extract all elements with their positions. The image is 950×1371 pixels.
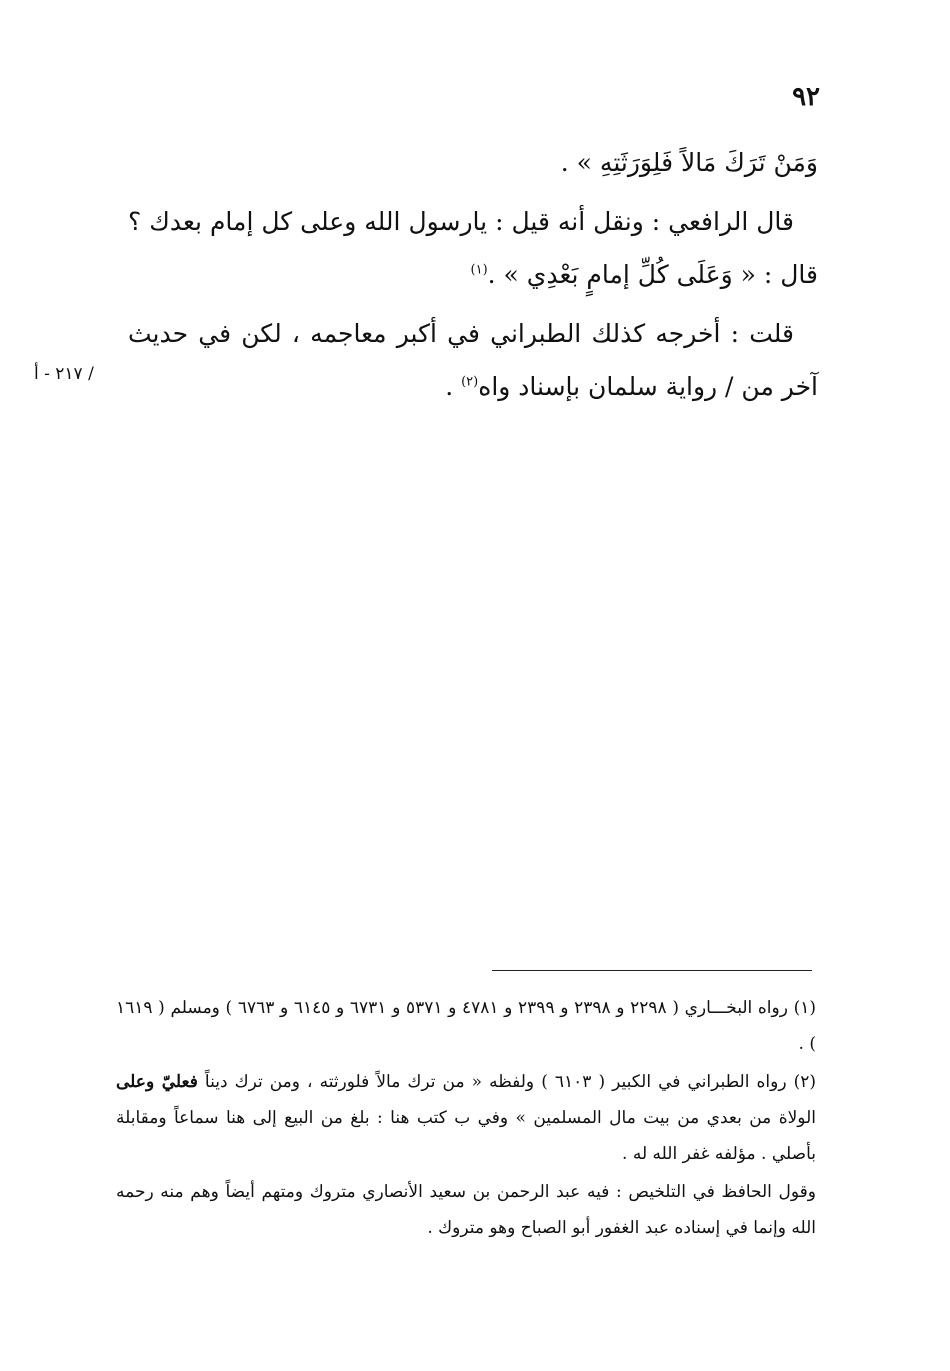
paragraph-3 <box>128 307 818 413</box>
footnote-ref-1: (١) <box>470 262 488 278</box>
paragraph-3-end: . <box>445 372 462 401</box>
footnote-2-text-b: الولاة من بعدي من بيت مال المسلمين » وفي ب كتب هنا : بلغ من البيع إلى هنا سماعاً ومقابلة بأصلي . مؤلفه غفر الله له . <box>116 1108 816 1164</box>
paragraph-2 <box>128 195 818 301</box>
paragraph-3-text: قلت : أخرجه كذلك الطبراني في أكبر معاجمه ، لكن في حديث آخر من / رواية سلمان بإسناد واه <box>128 319 818 401</box>
manuscript-folio-note: / ٢١٧ - أ <box>34 364 94 384</box>
footnote-1: (١) رواه البخـــاري ( ٢٢٩٨ و ٢٣٩٨ و ٢٣٩٩ و ٤٧٨١ و ٥٣٧١ و ٦٧٣١ و ٦١٤٥ و ٦٧٦٣ ) ومسلم ( ١٦١٩ ) . <box>116 998 816 1054</box>
footnote-2-bold: فعليّ وعلى <box>116 1072 198 1092</box>
page-number: ٩٢ <box>792 82 820 112</box>
paragraph-1: وَمَنْ تَرَكَ مَالاً فَلِوَرَثَتِهِ » . <box>560 148 818 177</box>
footnote-ref-2: (٢) <box>461 374 479 390</box>
footnote-divider <box>492 970 812 971</box>
main-text <box>128 136 818 419</box>
footnote-2-text-a: (٢) رواه الطبراني في الكبير ( ٦١٠٣ ) ولفظه « من ترك مالاً فلورثته ، ومن ترك ديناً <box>204 1072 817 1092</box>
paragraph-2-text: قال الرافعي : ونقل أنه قيل : يارسول الله وعلى كل إمام بعدك ؟ قال : « وَعَلَى كُلِّ إمامٍ بَعْدِي » . <box>128 207 818 289</box>
footnotes <box>116 990 816 1248</box>
footnote-2 <box>116 1064 816 1172</box>
footnote-2-continuation: وقول الحافظ في التلخيص : فيه عبد الرحمن بن سعيد الأنصاري متروك ومتهم أيضاً وهم منه رحمه الله وإنما في إسناده عبد الغفور أبو الصباح وهو متروك . <box>116 1182 816 1238</box>
